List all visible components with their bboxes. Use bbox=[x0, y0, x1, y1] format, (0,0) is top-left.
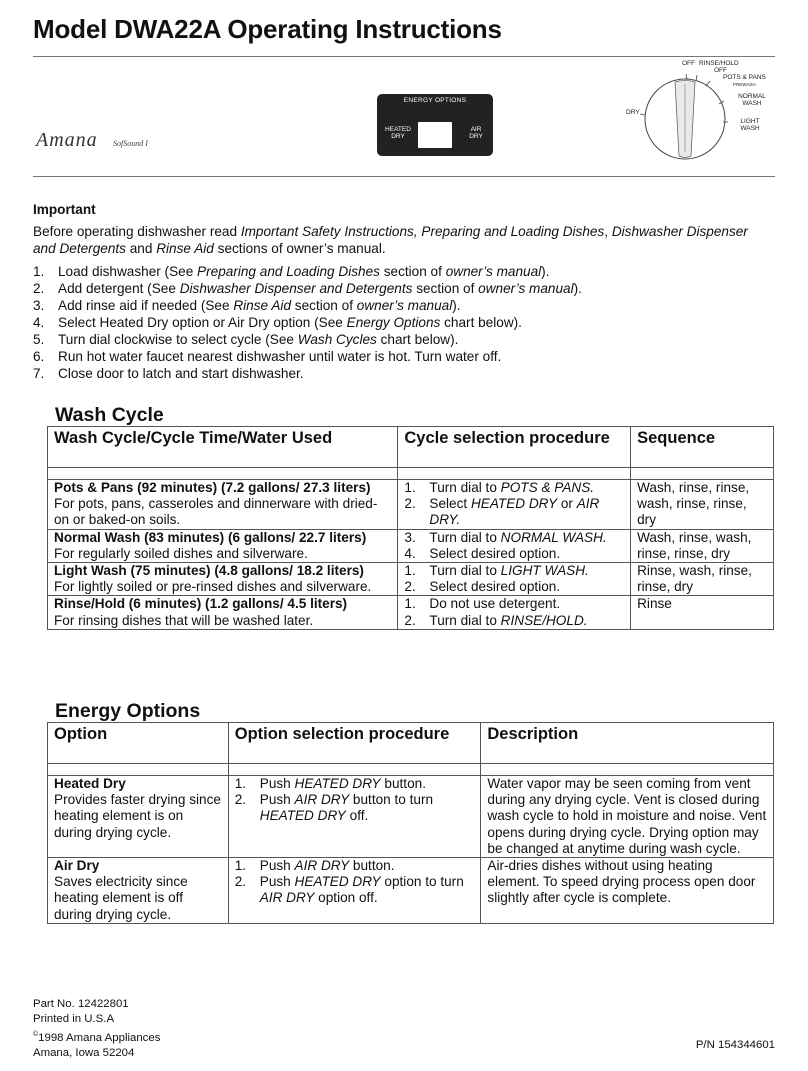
wash-row-pots-pans: Pots & Pans (92 minutes) (7.2 gallons/ 27.3 liters) For pots, pans, casseroles and dinnerware with dried-on or baked-on soils. 1. Turn dial to POTS & PANS. 2. Select HEATED DRY or AIR DRY. Wash, rinse, rinse, wash, rinse, rinse, dry bbox=[48, 480, 774, 530]
part-number: Part No. 12422801 bbox=[33, 998, 129, 1010]
energy-panel-window bbox=[418, 122, 452, 148]
step-3: 3. Add rinse aid if needed (See Rinse Aid section of owner’s manual). bbox=[33, 298, 461, 313]
energy-row-air-dry: Air Dry Saves electricity since heating element is off during drying cycle. 1. Push AIR DRY button. 2. Push HEATED DRY option to turn AIR DRY option off. Air-dries dishes without using heating element. To speed drying process open door slightly after cycle is complete. bbox=[48, 858, 774, 924]
model-name: SofSound I bbox=[113, 139, 148, 148]
step-1: 1. Load dishwasher (See Preparing and Loading Dishes section of owner’s manual). bbox=[33, 264, 550, 279]
important-heading: Important bbox=[33, 202, 96, 217]
wash-row-light-wash: Light Wash (75 minutes) (4.8 gallons/ 18.2 liters) For lightly soiled or pre-rinsed dishes and silverware. 1. Turn dial to LIGHT WASH. 2. Select desired option. Rinse, wash, rinse, rinse, dry bbox=[48, 563, 774, 596]
step-7: 7. Close door to latch and start dishwasher. bbox=[33, 366, 304, 381]
air-dry-label: AIR DRY bbox=[469, 126, 483, 140]
header-bottom-rule bbox=[33, 176, 775, 177]
operating-steps bbox=[33, 263, 582, 382]
dial-label-rinse-hold: RINSE/HOLD bbox=[699, 60, 739, 67]
energy-col-description: Description bbox=[481, 723, 774, 764]
important-paragraph: Before operating dishwasher read Important Safety Instructions, Preparing and Loading Dishes, Dishwasher Dispenser and Detergents and Rinse Aid sections of owner’s manual. bbox=[33, 224, 748, 256]
step-5: 5. Turn dial clockwise to select cycle (See Wash Cycles chart below). bbox=[33, 332, 459, 347]
amana-logo: Amana bbox=[36, 129, 98, 151]
energy-options-heading: Energy Options bbox=[55, 700, 201, 722]
energy-row-heated-dry: Heated Dry Provides faster drying since heating element is on during drying cycle. 1. Push HEATED DRY button. 2. Push AIR DRY button to turn HEATED DRY off. Water vapor may be seen coming from vent during any drying cycle. Vent is closed during wash cycle to hold in moisture and noise. Vent opens during drying cycle. Drying option may be changed at anytime during wash cycle. bbox=[48, 776, 774, 858]
dial-label-off: OFF bbox=[682, 60, 695, 67]
energy-options-table bbox=[47, 722, 774, 924]
dial-label-off-2: OFF bbox=[714, 67, 727, 74]
pn-number: P/N 154344601 bbox=[695, 1039, 775, 1051]
wash-cycle-heading: Wash Cycle bbox=[55, 404, 164, 426]
dial-label-normal-wash: NORMAL WASH bbox=[738, 93, 766, 107]
dial-label-pots-pans: POTS & PANS bbox=[723, 74, 766, 81]
energy-panel-title: ENERGY OPTIONS bbox=[403, 97, 467, 104]
header-top-rule bbox=[33, 56, 775, 57]
dial-label-light-wash: LIGHT WASH bbox=[740, 118, 760, 132]
wash-row-rinse-hold: Rinse/Hold (6 minutes) (1.2 gallons/ 4.5 liters) For rinsing dishes that will be washed later. 1. Do not use detergent. 2. Turn dial to RINSE/HOLD. Rinse bbox=[48, 596, 774, 629]
copyright: ©1998 Amana Appliances bbox=[33, 1031, 161, 1044]
energy-options-panel bbox=[377, 94, 493, 156]
step-2: 2. Add detergent (See Dishwasher Dispenser and Detergents section of owner’s manual). bbox=[33, 281, 582, 296]
wash-cycle-table bbox=[47, 426, 774, 630]
wash-col-procedure: Cycle selection procedure bbox=[398, 427, 631, 468]
energy-col-option: Option bbox=[48, 723, 229, 764]
footer-left bbox=[33, 997, 160, 1061]
step-6: 6. Run hot water faucet nearest dishwasher until water is hot. Turn water off. bbox=[33, 349, 502, 364]
dial-label-prewash: PREWASH bbox=[733, 82, 756, 87]
dial-label-dry: DRY bbox=[626, 109, 640, 116]
energy-col-procedure: Option selection procedure bbox=[228, 723, 481, 764]
printed-in: Printed in U.S.A bbox=[33, 1013, 115, 1025]
heated-dry-label: HEATED DRY bbox=[385, 126, 411, 140]
step-4: 4. Select Heated Dry option or Air Dry option (See Energy Options chart below). bbox=[33, 315, 522, 330]
page-title: Model DWA22A Operating Instructions bbox=[33, 14, 502, 44]
wash-row-normal-wash: Normal Wash (83 minutes) (6 gallons/ 22.7 liters) For regularly soiled dishes and silverware. 3. Turn dial to NORMAL WASH. 4. Select desired option. Wash, rinse, wash, rinse, rinse, dry bbox=[48, 529, 774, 562]
address: Amana, Iowa 52204 bbox=[33, 1046, 135, 1059]
cycle-dial bbox=[640, 74, 730, 164]
wash-col-cycle: Wash Cycle/Cycle Time/Water Used bbox=[48, 427, 398, 468]
wash-col-sequence: Sequence bbox=[631, 427, 774, 468]
